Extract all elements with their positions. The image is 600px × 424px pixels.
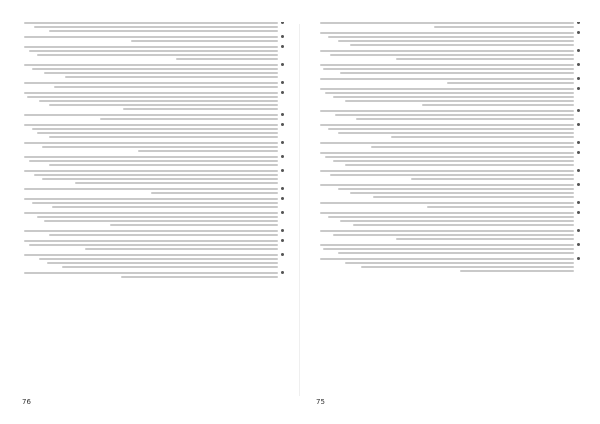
text-line-placeholder bbox=[49, 234, 278, 236]
text-line-placeholder bbox=[49, 136, 278, 138]
paragraph bbox=[22, 114, 284, 120]
text-line-placeholder bbox=[427, 206, 574, 208]
text-line-placeholder bbox=[422, 104, 574, 106]
text-line-placeholder bbox=[396, 58, 574, 60]
right-page-text bbox=[318, 22, 580, 374]
text-line-placeholder bbox=[325, 156, 574, 158]
text-line-placeholder bbox=[24, 114, 278, 116]
text-line-placeholder bbox=[49, 104, 278, 106]
paragraph bbox=[318, 152, 580, 166]
text-line-placeholder bbox=[24, 64, 278, 66]
text-line-placeholder bbox=[138, 150, 278, 152]
text-line-placeholder bbox=[356, 118, 574, 120]
left-page-text bbox=[22, 22, 284, 374]
paragraph bbox=[22, 92, 284, 110]
paragraph bbox=[22, 254, 284, 268]
text-line-placeholder bbox=[54, 86, 278, 88]
paragraph bbox=[22, 156, 284, 166]
paragraph bbox=[318, 142, 580, 148]
text-line-placeholder bbox=[39, 100, 278, 102]
text-line-placeholder bbox=[434, 26, 574, 28]
text-line-placeholder bbox=[24, 170, 278, 172]
text-line-placeholder bbox=[338, 188, 574, 190]
text-line-placeholder bbox=[330, 174, 574, 176]
text-line-placeholder bbox=[333, 96, 574, 98]
text-line-placeholder bbox=[345, 262, 574, 264]
text-line-placeholder bbox=[320, 202, 574, 204]
text-line-placeholder bbox=[24, 198, 278, 200]
paragraph bbox=[22, 82, 284, 88]
paragraph bbox=[318, 22, 580, 28]
text-line-placeholder bbox=[345, 100, 574, 102]
text-line-placeholder bbox=[350, 192, 574, 194]
text-line-placeholder bbox=[391, 136, 574, 138]
text-line-placeholder bbox=[52, 206, 278, 208]
text-line-placeholder bbox=[373, 196, 574, 198]
text-line-placeholder bbox=[37, 54, 278, 56]
text-line-placeholder bbox=[320, 170, 574, 172]
text-line-placeholder bbox=[328, 128, 574, 130]
paragraph bbox=[22, 230, 284, 236]
text-line-placeholder bbox=[110, 224, 278, 226]
paragraph bbox=[318, 244, 580, 254]
text-line-placeholder bbox=[24, 36, 278, 38]
text-line-placeholder bbox=[320, 64, 574, 66]
text-line-placeholder bbox=[320, 50, 574, 52]
text-line-placeholder bbox=[29, 50, 278, 52]
text-line-placeholder bbox=[176, 58, 278, 60]
text-line-placeholder bbox=[320, 78, 574, 80]
text-line-placeholder bbox=[345, 164, 574, 166]
text-line-placeholder bbox=[24, 46, 278, 48]
text-line-placeholder bbox=[24, 22, 278, 24]
paragraph bbox=[318, 258, 580, 272]
text-line-placeholder bbox=[32, 128, 278, 130]
text-line-placeholder bbox=[323, 68, 574, 70]
text-line-placeholder bbox=[34, 26, 278, 28]
text-line-placeholder bbox=[37, 132, 278, 134]
paragraph bbox=[318, 230, 580, 240]
text-line-placeholder bbox=[62, 266, 278, 268]
text-line-placeholder bbox=[49, 30, 278, 32]
text-line-placeholder bbox=[320, 32, 574, 34]
text-line-placeholder bbox=[330, 54, 574, 56]
left-page-number: 76 bbox=[22, 398, 31, 406]
text-line-placeholder bbox=[320, 124, 574, 126]
paragraph bbox=[22, 240, 284, 250]
text-line-placeholder bbox=[320, 152, 574, 154]
paragraph bbox=[318, 88, 580, 106]
text-line-placeholder bbox=[361, 266, 574, 268]
paragraph bbox=[318, 124, 580, 138]
text-line-placeholder bbox=[328, 216, 574, 218]
text-line-placeholder bbox=[24, 212, 278, 214]
text-line-placeholder bbox=[131, 40, 278, 42]
text-line-placeholder bbox=[29, 160, 278, 162]
paragraph bbox=[318, 78, 580, 84]
text-line-placeholder bbox=[24, 124, 278, 126]
paragraph bbox=[22, 64, 284, 78]
paragraph bbox=[22, 188, 284, 194]
text-line-placeholder bbox=[151, 192, 278, 194]
paragraph bbox=[318, 50, 580, 60]
text-line-placeholder bbox=[42, 146, 278, 148]
paragraph bbox=[22, 124, 284, 138]
text-line-placeholder bbox=[333, 160, 574, 162]
text-line-placeholder bbox=[34, 174, 278, 176]
text-line-placeholder bbox=[100, 118, 278, 120]
paragraph bbox=[22, 198, 284, 208]
paragraph bbox=[22, 36, 284, 42]
paragraph bbox=[318, 184, 580, 198]
text-line-placeholder bbox=[42, 178, 278, 180]
paragraph bbox=[318, 32, 580, 46]
text-line-placeholder bbox=[123, 108, 278, 110]
text-line-placeholder bbox=[47, 262, 278, 264]
paragraph bbox=[22, 272, 284, 278]
text-line-placeholder bbox=[320, 110, 574, 112]
paragraph bbox=[22, 170, 284, 184]
text-line-placeholder bbox=[39, 258, 278, 260]
text-line-placeholder bbox=[24, 156, 278, 158]
text-line-placeholder bbox=[320, 184, 574, 186]
text-line-placeholder bbox=[24, 254, 278, 256]
text-line-placeholder bbox=[24, 240, 278, 242]
text-line-placeholder bbox=[32, 202, 278, 204]
paragraph bbox=[318, 64, 580, 74]
text-line-placeholder bbox=[44, 220, 278, 222]
paragraph bbox=[22, 212, 284, 226]
text-line-placeholder bbox=[338, 132, 574, 134]
paragraph bbox=[318, 170, 580, 180]
text-line-placeholder bbox=[320, 258, 574, 260]
text-line-placeholder bbox=[75, 182, 278, 184]
text-line-placeholder bbox=[320, 142, 574, 144]
text-line-placeholder bbox=[353, 224, 574, 226]
text-line-placeholder bbox=[320, 22, 574, 24]
text-line-placeholder bbox=[371, 146, 574, 148]
text-line-placeholder bbox=[320, 244, 574, 246]
right-page-number: 75 bbox=[316, 398, 325, 406]
text-line-placeholder bbox=[24, 92, 278, 94]
text-line-placeholder bbox=[32, 68, 278, 70]
text-line-placeholder bbox=[24, 142, 278, 144]
text-line-placeholder bbox=[396, 238, 574, 240]
right-page bbox=[300, 0, 600, 424]
text-line-placeholder bbox=[24, 188, 278, 190]
paragraph bbox=[318, 110, 580, 120]
text-line-placeholder bbox=[44, 72, 278, 74]
paragraph bbox=[318, 212, 580, 226]
text-line-placeholder bbox=[325, 92, 574, 94]
text-line-placeholder bbox=[411, 178, 574, 180]
text-line-placeholder bbox=[338, 252, 574, 254]
text-line-placeholder bbox=[37, 216, 278, 218]
text-line-placeholder bbox=[49, 164, 278, 166]
text-line-placeholder bbox=[24, 272, 278, 274]
text-line-placeholder bbox=[27, 96, 278, 98]
text-line-placeholder bbox=[350, 44, 574, 46]
text-line-placeholder bbox=[65, 76, 278, 78]
text-line-placeholder bbox=[447, 82, 574, 84]
paragraph bbox=[22, 142, 284, 152]
text-line-placeholder bbox=[29, 244, 278, 246]
text-line-placeholder bbox=[121, 276, 278, 278]
text-line-placeholder bbox=[460, 270, 574, 272]
paragraph bbox=[22, 46, 284, 60]
text-line-placeholder bbox=[24, 82, 278, 84]
text-line-placeholder bbox=[333, 234, 574, 236]
text-line-placeholder bbox=[340, 220, 574, 222]
text-line-placeholder bbox=[85, 248, 278, 250]
paragraph bbox=[318, 202, 580, 208]
text-line-placeholder bbox=[320, 230, 574, 232]
text-line-placeholder bbox=[335, 114, 574, 116]
text-line-placeholder bbox=[338, 40, 574, 42]
paragraph bbox=[22, 22, 284, 32]
text-line-placeholder bbox=[24, 230, 278, 232]
text-line-placeholder bbox=[320, 212, 574, 214]
text-line-placeholder bbox=[323, 248, 574, 250]
text-line-placeholder bbox=[320, 88, 574, 90]
text-line-placeholder bbox=[328, 36, 574, 38]
text-line-placeholder bbox=[340, 72, 574, 74]
